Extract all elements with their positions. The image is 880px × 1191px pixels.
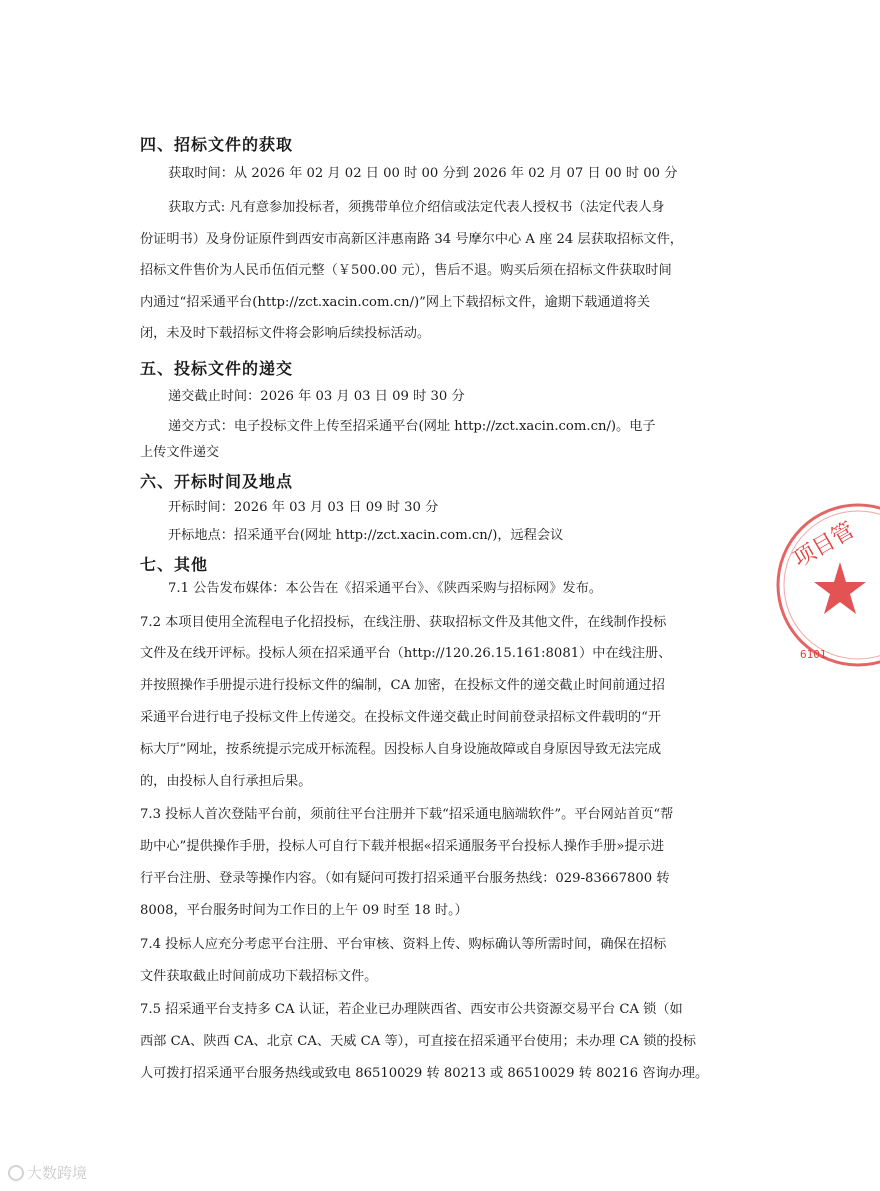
s4-method-line-4: 内通过“招采通平台(http://zct.xacin.com.cn/)”网上下载招标文件，逾期下载通道将关: [140, 295, 651, 310]
s7-item-2-line-1: 7.2 本项目使用全流程电子化招投标，在线注册、获取招标文件及其他文件，在线制作投标: [140, 615, 667, 630]
watermark-text: 大数跨境: [27, 1164, 88, 1182]
official-seal: [770, 500, 880, 670]
section-heading-4: 四、招标文件的获取: [140, 135, 294, 154]
section-heading-6: 六、开标时间及地点: [140, 472, 294, 491]
section-heading-7: 七、其他: [140, 555, 209, 574]
s4-method-line-1: 获取方式: 凡有意参加投标者，须携带单位介绍信或法定代表人授权书（法定代表人身: [168, 200, 665, 215]
s7-item-5-line-1: 7.5 招采通平台支持多 CA 认证，若企业已办理陕西省、西安市公共资源交易平台 CA 锁（如: [140, 1002, 683, 1017]
s7-item-1: 7.1 公告发布媒体：本公告在《招采通平台》、《陕西采购与招标网》发布。: [168, 581, 602, 596]
seal-text: 项目管: [789, 517, 859, 573]
s7-item-5-line-2: 西部 CA、陕西 CA、北京 CA、天威 CA 等），可直接在招采通平台使用；未办理 CA 锁的投标: [140, 1034, 696, 1049]
section-heading-5: 五、投标文件的递交: [140, 359, 294, 378]
s6-opening-time: 开标时间：2026 年 03 月 03 日 09 时 30 分: [168, 500, 439, 515]
s7-item-5-line-3: 人可拨打招采通平台服务热线或致电 86510029 转 80213 或 86510029 转 80216 咨询办理。: [140, 1066, 709, 1081]
watermark: [8, 1162, 87, 1183]
s7-item-2-line-5: 标大厅”网址，按系统提示完成开标流程。因投标人自身设施故障或自身原因导致无法完成: [140, 742, 662, 757]
s4-method-line-3: 招标文件售价为人民币伍佰元整（￥500.00 元），售后不退。购买后须在招标文件获取时间: [140, 263, 672, 278]
s7-item-2-line-6: 的，由投标人自行承担后果。: [140, 774, 312, 789]
s4-acquisition-time: 获取时间：从 2026 年 02 月 02 日 00 时 00 分到 2026 年 02 月 07 日 00 时 00 分: [168, 166, 678, 181]
s7-item-2-line-3: 并按照操作手册提示进行投标文件的编制，CA 加密，在投标文件的递交截止时间前通过招: [140, 678, 665, 693]
seal-code: 6101: [800, 648, 827, 661]
s7-item-3-line-1: 7.3 投标人首次登陆平台前，须前往平台注册并下载“招采通电脑端软件”。平台网站首页“帮: [140, 807, 674, 822]
s4-method-line-5: 闭，未及时下载招标文件将会影响后续投标活动。: [140, 326, 431, 341]
s7-item-3-line-3: 行平台注册、登录等操作内容。（如有疑问可拨打招采通平台服务热线：029-83667800 转: [140, 871, 670, 886]
s7-item-4-line-2: 文件获取截止时间前成功下载招标文件。: [140, 969, 378, 984]
s7-item-2-line-4: 采通平台进行电子投标文件上传递交。在投标文件递交截止时间前登录招标文件载明的“开: [140, 710, 662, 725]
s4-method-line-2: 份证明书）及身份证原件到西安市高新区沣惠南路 34 号摩尔中心 A 座 24 层获取招标文件，: [140, 232, 683, 247]
s5-deadline: 递交截止时间：2026 年 03 月 03 日 09 时 30 分: [168, 389, 465, 404]
s6-opening-location: 开标地点：招采通平台(网址 http://zct.xacin.com.cn/)，远程会议: [168, 528, 564, 543]
s7-item-3-line-4: 8008，平台服务时间为工作日的上午 09 时至 18 时。）: [140, 903, 468, 918]
s7-item-4-line-1: 7.4 投标人应充分考虑平台注册、平台审核、资料上传、购标确认等所需时间，确保在招标: [140, 937, 667, 952]
brand-logo-icon: [8, 1165, 24, 1181]
s7-item-2-line-2: 文件及在线开评标。投标人须在招采通平台（http://120.26.15.161:8081）中在线注册、: [140, 646, 672, 661]
s5-method-line-1: 递交方式：电子投标文件上传至招采通平台(网址 http://zct.xacin.com.cn/)。电子: [168, 419, 656, 434]
star-icon: [814, 562, 866, 614]
s5-method-line-2: 上传文件递交: [140, 445, 220, 460]
s7-item-3-line-2: 助中心”提供操作手册，投标人可自行下载并根据«招采通服务平台投标人操作手册»提示进: [140, 839, 664, 854]
